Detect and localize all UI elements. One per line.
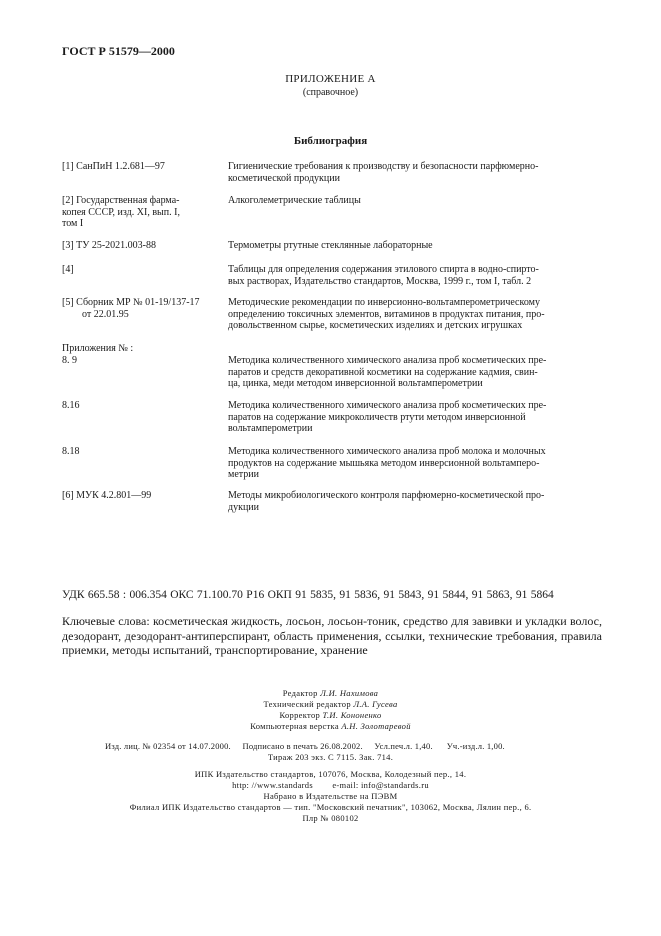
bibliography-title: Библиография — [293, 135, 368, 147]
footer-line: ИПК Издательство стандартов, 107076, Москва, Колодезный пер., 14. — [194, 769, 467, 779]
credits — [0, 688, 661, 732]
bib-ref: [1] СанПиН 1.2.681—97 — [62, 161, 165, 172]
footer-line: http: //www.standards e-mail: info@standards.ru — [232, 780, 429, 790]
document-code: ГОСТ Р 51579—2000 — [62, 44, 175, 58]
bib-ref: [6] МУК 4.2.801—99 — [62, 490, 152, 501]
bib-ref: [4] — [62, 264, 74, 275]
bib-ref: 8.16 — [62, 400, 80, 411]
publisher-footer — [0, 769, 661, 824]
bib-ref: [3] ТУ 25-2021.003-88 — [62, 240, 157, 251]
bib-ref: 8.18 — [62, 446, 80, 457]
bib-ref: [2] Государственная фарма- копея СССР, изд. XI, вып. I, том I — [62, 195, 180, 229]
bib-ref: Приложения № : 8. 9 — [62, 343, 134, 366]
appendix-subtitle: (справочное) — [302, 87, 359, 98]
bib-text: Таблицы для определения содержания этилового спирта в водно-спирто- вых растворах, Издательство стандартов, Москва, 1999 г., том I, табл. 2 — [228, 264, 539, 287]
bib-text: Методика количественного химического анализа проб молока и молочных продуктов на содержание мышьяка методом инверсионной вольтамперо- метрии — [228, 446, 546, 480]
footer-line: Филиал ИПК Издательство стандартов — тип. "Московский печатник", 103062, Москва, Лялин пер., 6. — [129, 802, 532, 812]
credit-tech-editor: Технический редактор Л.А. Гусева — [263, 699, 398, 709]
bib-text: Методика количественного химического анализа проб косметических пре- паратов на содержание микроколичеств ртути методом инверсионной вольтамперометрии — [228, 400, 547, 434]
publishing-info: Изд. лиц. № 02354 от 14.07.2000. Подписано в печать 26.08.2002. Усл.печ.л. 1,40. Уч.-изд.л. 1,00. — [105, 741, 505, 751]
bib-text: Гигиенические требования к производству и безопасности парфюмерно- косметической продукции — [228, 161, 539, 184]
bib-text: Методика количественного химического анализа проб косметических пре- паратов и средств декоративной косметики на содержание кадмия, свин- ца, цинка, меди методом инверсионной вольтамперометрии — [228, 355, 547, 389]
bib-text: Методические рекомендации по инверсионно-вольтамперометрическому определению токсичных элементов, витаминов в продуктах питания, про- довольственном сырье, косметических изделиях и детских игрушках — [228, 297, 545, 331]
credit-editor: Редактор Л.И. Нахимова — [282, 688, 379, 698]
footer-line: Плр № 080102 — [302, 813, 359, 823]
bib-text: Алкоголеметрические таблицы — [228, 195, 361, 206]
credit-layout: Компьютерная верстка А.Н. Золотаревой — [250, 721, 411, 731]
credit-proofreader: Корректор Т.И. Кононенко — [279, 710, 382, 720]
bib-text: Методы микробиологического контроля парфюмерно-косметической про- дукции — [228, 490, 545, 513]
appendix-title: ПРИЛОЖЕНИЕ А — [285, 73, 376, 85]
classification-codes: УДК 665.58 : 006.354 ОКС 71.100.70 Р16 ОКП 91 5835, 91 5836, 91 5843, 91 5844, 91 5863, 91 5864 — [62, 589, 554, 601]
bib-text: Термометры ртутные стеклянные лабораторные — [228, 240, 433, 251]
keywords: Ключевые слова: косметическая жидкость, лосьон, лосьон-тоник, средство для завивки и укладки волос, дезодорант, дезодорант-антиперспирант, область применения, ссылки, технические требования, правила приемки, методы испытаний, транспортирование, хранение — [62, 614, 602, 657]
footer-line: Набрано в Издательстве на ПЭВМ — [263, 791, 398, 801]
bib-ref: [5] Сборник МР № 01-19/137-17 от 22.01.95 — [62, 297, 200, 320]
publishing-run: Тираж 203 экз. С 7115. Зак. 714. — [267, 752, 394, 762]
